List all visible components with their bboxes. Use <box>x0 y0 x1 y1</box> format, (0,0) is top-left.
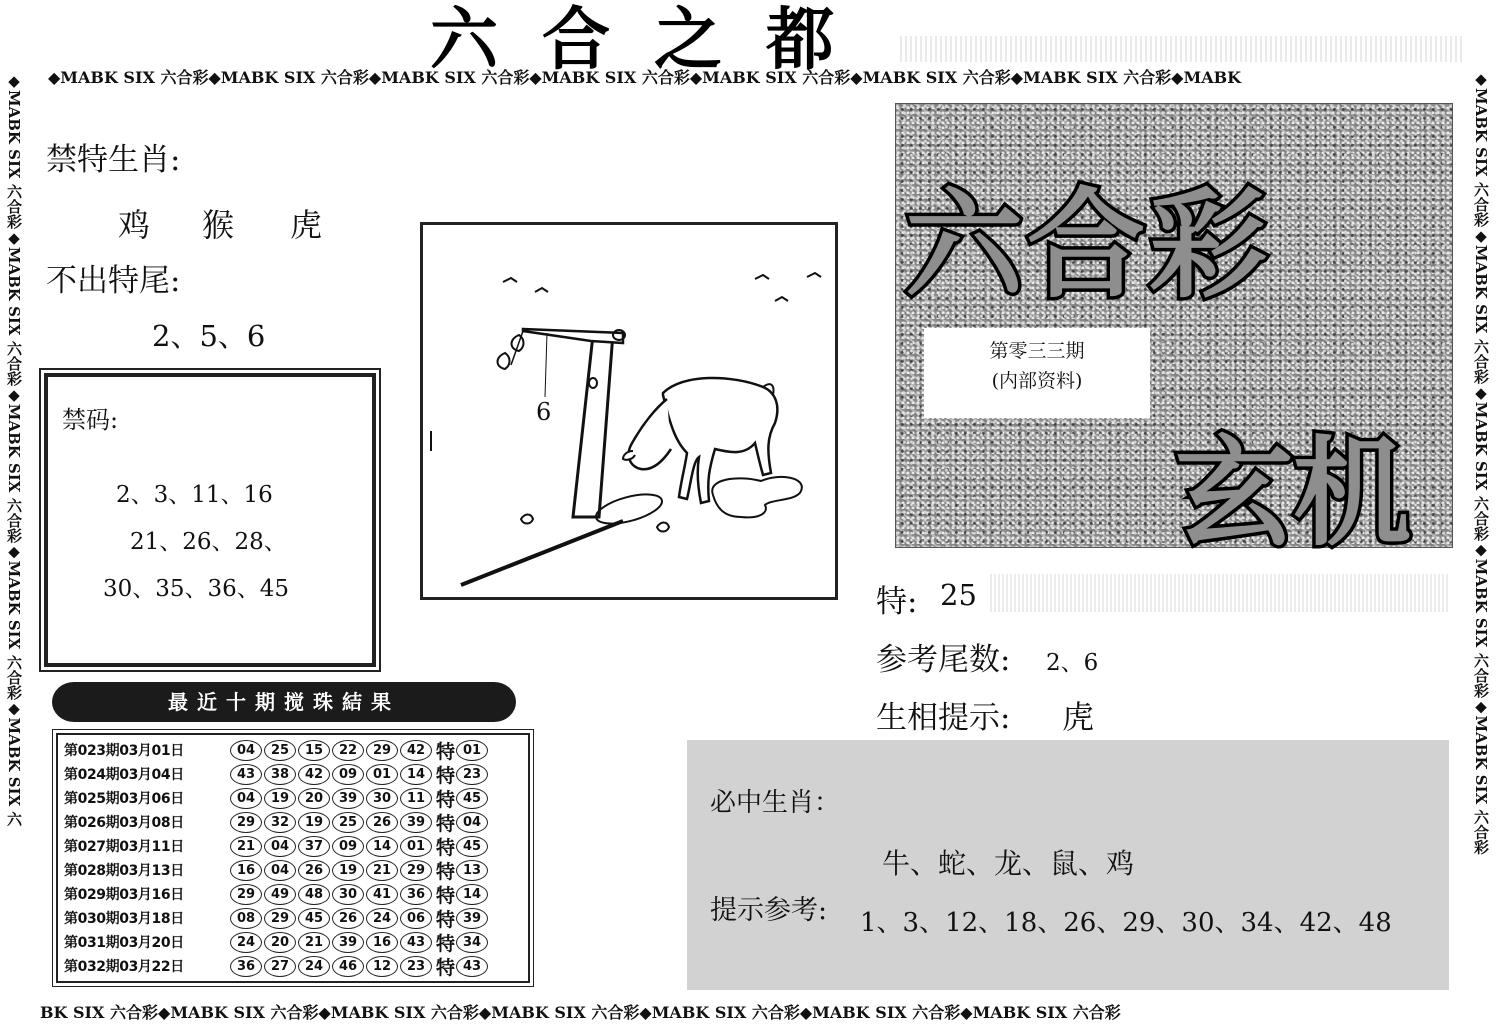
special-mark: 特 <box>436 860 456 883</box>
result-special-ball: 43 <box>456 956 488 977</box>
result-period: 第030期03月18日 <box>64 911 184 927</box>
result-ball: 26 <box>366 812 398 833</box>
result-ball: 29 <box>400 860 432 881</box>
result-period: 第024期03月04日 <box>64 767 184 783</box>
special-value: 25 <box>940 578 977 612</box>
result-ball: 49 <box>264 884 296 905</box>
result-ball: 24 <box>298 956 330 977</box>
result-special-ball: 34 <box>456 932 488 953</box>
special-mark: 特 <box>436 956 456 979</box>
poster-title: 六合彩 <box>905 176 1272 314</box>
result-special-ball: 13 <box>456 860 488 881</box>
poster-internal: (内部资料) <box>991 370 1083 392</box>
result-ball: 24 <box>366 908 398 929</box>
result-ball: 19 <box>264 788 296 809</box>
result-row <box>64 762 522 786</box>
result-ball: 45 <box>298 908 330 929</box>
result-ball: 29 <box>366 740 398 761</box>
result-ball: 30 <box>366 788 398 809</box>
result-period: 第027期03月11日 <box>64 839 184 855</box>
result-row <box>64 954 522 978</box>
result-ball: 04 <box>264 860 296 881</box>
result-special-ball: 45 <box>456 788 488 809</box>
result-ball: 26 <box>332 908 364 929</box>
forbidden-zodiac-2: 猴 <box>202 206 235 244</box>
result-ball: 43 <box>230 764 262 785</box>
result-ball: 36 <box>230 956 262 977</box>
result-ball: 01 <box>400 836 432 857</box>
result-row <box>64 858 522 882</box>
poster-period: 第零三三期 <box>989 340 1085 362</box>
result-ball: 41 <box>366 884 398 905</box>
result-ball: 39 <box>400 812 432 833</box>
result-ball: 42 <box>400 740 432 761</box>
tail-value: 2、6 <box>1046 650 1099 676</box>
result-row <box>64 906 522 930</box>
result-ball: 01 <box>366 764 398 785</box>
result-ball: 26 <box>298 860 330 881</box>
forbidden-zodiac-1: 鸡 <box>118 206 151 244</box>
special-mark: 特 <box>436 788 456 811</box>
result-ball: 16 <box>366 932 398 953</box>
result-ball: 38 <box>264 764 296 785</box>
special-mark: 特 <box>436 836 456 859</box>
result-ball: 21 <box>366 860 398 881</box>
result-ball: 20 <box>298 788 330 809</box>
must-label: 必中生肖： <box>710 788 841 818</box>
result-row <box>64 738 522 762</box>
result-period: 第029期03月16日 <box>64 887 184 903</box>
result-ball: 12 <box>366 956 398 977</box>
result-ball: 46 <box>332 956 364 977</box>
result-special-ball: 39 <box>456 908 488 929</box>
special-label: 特: <box>876 584 918 620</box>
result-row <box>64 834 522 858</box>
result-ball: 21 <box>230 836 262 857</box>
picture-number-label: 6 <box>536 398 552 426</box>
special-haze <box>990 574 1448 612</box>
title-haze <box>900 36 1465 62</box>
result-ball: 08 <box>230 908 262 929</box>
zodiac-hint-label: 生相提示: <box>876 700 1011 736</box>
special-mark: 特 <box>436 884 456 907</box>
result-ball: 29 <box>264 908 296 929</box>
results-table <box>56 733 530 983</box>
result-row <box>64 786 522 810</box>
special-mark: 特 <box>436 740 456 763</box>
result-ball: 32 <box>264 812 296 833</box>
result-ball: 21 <box>298 932 330 953</box>
forbidden-zodiac-3: 虎 <box>290 206 323 244</box>
marquee-bottom: BK SIX 六合彩◆MABK SIX 六合彩◆MABK SIX 六合彩◆MABK SIX 六合彩◆MABK SIX 六合彩◆MABK SIX 六合彩◆MABK SIX 六合彩 <box>40 1003 1121 1022</box>
ref-label: 提示参考: <box>710 895 828 926</box>
result-period: 第031期03月20日 <box>64 935 184 951</box>
tail-label: 参考尾数: <box>876 642 1011 678</box>
special-mark: 特 <box>436 764 456 787</box>
marquee-right: ◆MABK SIX 六合彩◆MABK SIX 六合彩◆MABK SIX 六合彩◆MABK SIX 六合彩◆MABK SIX 六合彩 <box>1472 70 1490 855</box>
sheep-illustration-frame <box>420 222 838 600</box>
result-period: 第032期03月22日 <box>64 959 184 975</box>
poster-note <box>924 328 1150 418</box>
result-ball: 11 <box>400 788 432 809</box>
ref-values: 1、3、12、18、26、29、30、34、42、48 <box>860 908 1392 938</box>
no-tail-label: 不出特尾: <box>46 263 181 299</box>
results-banner: 最近十期搅珠結果 <box>52 682 516 722</box>
result-ball: 42 <box>298 764 330 785</box>
result-ball: 04 <box>264 836 296 857</box>
forbidden-codes-line-3: 30、35、36、45 <box>103 576 290 602</box>
result-ball: 06 <box>400 908 432 929</box>
result-ball: 30 <box>332 884 364 905</box>
result-ball: 29 <box>230 884 262 905</box>
result-special-ball: 04 <box>456 812 488 833</box>
marquee-left: ◆MABK SIX 六合彩◆MABK SIX 六合彩◆MABK SIX 六合彩◆MABK SIX 六合彩◆MABK SIX 六 <box>5 72 23 827</box>
sheep-illustration <box>423 225 835 597</box>
must-values: 牛、蛇、龙、鼠、鸡 <box>882 847 1135 880</box>
special-mark: 特 <box>436 932 456 955</box>
result-ball: 20 <box>264 932 296 953</box>
result-ball: 04 <box>230 740 262 761</box>
result-ball: 22 <box>332 740 364 761</box>
result-row <box>64 930 522 954</box>
result-ball: 09 <box>332 764 364 785</box>
result-period: 第023期03月01日 <box>64 743 184 759</box>
result-row <box>64 810 522 834</box>
forbidden-codes-line-1: 2、3、11、16 <box>116 482 273 508</box>
result-ball: 19 <box>332 860 364 881</box>
result-ball: 16 <box>230 860 262 881</box>
result-ball: 48 <box>298 884 330 905</box>
result-row <box>64 882 522 906</box>
marquee-top: ◆MABK SIX 六合彩◆MABK SIX 六合彩◆MABK SIX 六合彩◆MABK SIX 六合彩◆MABK SIX 六合彩◆MABK SIX 六合彩◆MABK SIX 六合彩◆MABK <box>48 68 1242 87</box>
result-ball: 29 <box>230 812 262 833</box>
result-ball: 43 <box>400 932 432 953</box>
result-ball: 39 <box>332 932 364 953</box>
result-ball: 25 <box>332 812 364 833</box>
poster-subtitle: 玄机 <box>1175 424 1412 562</box>
result-special-ball: 14 <box>456 884 488 905</box>
special-mark: 特 <box>436 908 456 931</box>
result-ball: 36 <box>400 884 432 905</box>
zodiac-hint-value: 虎 <box>1062 698 1095 736</box>
page-title: 六合之都 <box>430 0 879 80</box>
result-ball: 19 <box>298 812 330 833</box>
result-period: 第026期03月08日 <box>64 815 184 831</box>
result-ball: 23 <box>400 956 432 977</box>
no-tail-values: 2、5、6 <box>152 319 266 353</box>
result-ball: 37 <box>298 836 330 857</box>
result-ball: 09 <box>332 836 364 857</box>
forbidden-zodiac-label: 禁特生肖: <box>46 142 181 178</box>
result-special-ball: 23 <box>456 764 488 785</box>
result-ball: 24 <box>230 932 262 953</box>
result-ball: 04 <box>230 788 262 809</box>
result-special-ball: 45 <box>456 836 488 857</box>
forbidden-codes-line-2: 21、26、28、 <box>130 529 287 555</box>
result-period: 第028期03月13日 <box>64 863 184 879</box>
result-ball: 25 <box>264 740 296 761</box>
forbidden-codes-label: 禁码: <box>62 406 119 434</box>
result-ball: 14 <box>366 836 398 857</box>
result-ball: 39 <box>332 788 364 809</box>
result-special-ball: 01 <box>456 740 488 761</box>
special-mark: 特 <box>436 812 456 835</box>
result-ball: 15 <box>298 740 330 761</box>
result-ball: 14 <box>400 764 432 785</box>
result-ball: 27 <box>264 956 296 977</box>
result-period: 第025期03月06日 <box>64 791 184 807</box>
